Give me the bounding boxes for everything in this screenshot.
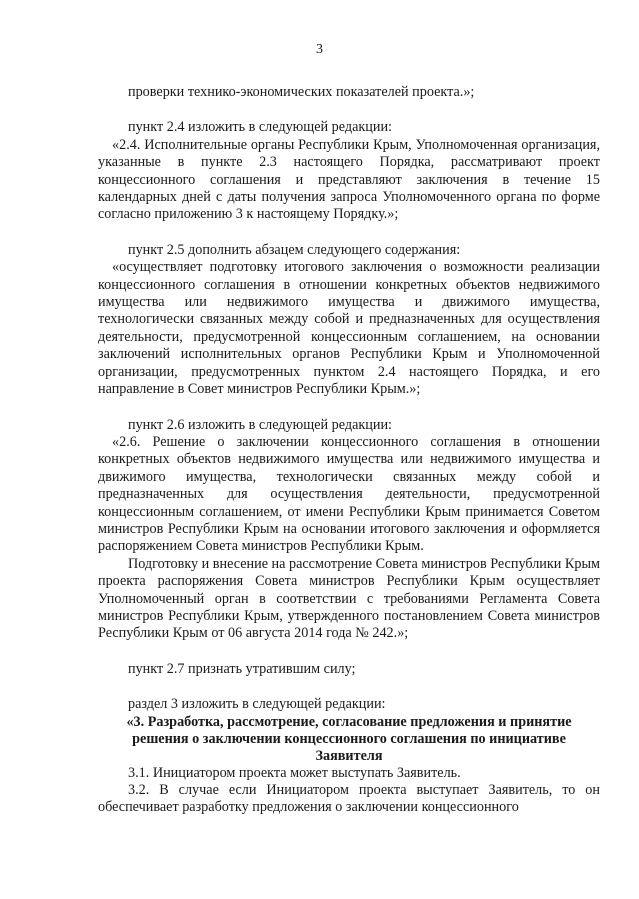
paragraph-2-6-continued: Подготовку и внесение на рассмотрение Совета министров Республики Крым проекта распоряжения Совета министров Республики Крым осуществляет Уполномоченный орган в соответствии с требованиями Регламента Совета министров Республики Крым, утвержденного постановлением Совета министров Республики Крым от 06 августа 2014 года № 242.»; — [98, 555, 600, 642]
instruction-2-6: пункт 2.6 изложить в следующей редакции: — [128, 416, 392, 433]
instruction-2-4: пункт 2.4 изложить в следующей редакции: — [128, 119, 392, 136]
paragraph-2-6: «2.6. Решение о заключении концессионного соглашения в отношении конкретных объектов недвижимого имущества или недвижимого имущества и движимого имущества, технологически связанных между собой и предназначенных для осуществления деятельности, предусмотренной концессионным соглашением, от имени Республики Крым принимается Советом министров Республики Крым на основании итогового заключения и оформляется распоряжением Совета министров Республики Крым. — [98, 433, 600, 555]
paragraph-3-1: 3.1. Инициатором проекта может выступать Заявитель. — [128, 764, 461, 781]
paragraph-closing-2-3: проверки технико-экономических показателей проекта.»; — [128, 84, 475, 100]
document-body — [98, 84, 600, 817]
instruction-2-7: пункт 2.7 признать утратившим силу; — [128, 660, 356, 677]
instruction-section-3: раздел 3 изложить в следующей редакции: — [128, 696, 386, 713]
page-number: 3 — [316, 42, 323, 57]
paragraph-2-5: «осуществляет подготовку итогового заключения о возможности реализации концессионного соглашения в отношении конкретных объектов недвижимого имущества или недвижимого имущества и движимого имущества, технологически связанных между собой и предназначенных для осуществления деятельности, предусмотренной концессионным соглашением, на основании заключений исполнительных органов Республики Крым и Уполномоченной организации, предусмотренных пунктом 2.4 настоящего Порядка, и его направление в Совет министров Республики Крым.»; — [98, 259, 600, 398]
paragraph-2-4: «2.4. Исполнительные органы Республики Крым, Уполномоченная организация, указанные в пункте 2.3 настоящего Порядка, рассматривают проект концессионного соглашения и представляют заключения в течение 15 календарных дней с даты получения запроса Уполномоченного органа по форме согласно приложению 3 к настоящему Порядку.»; — [98, 136, 600, 223]
section-3-heading: «3. Разработка, рассмотрение, согласование предложения и принятие решения о заключении концессионного соглашения по инициативе Заявителя — [126, 713, 572, 764]
instruction-2-5: пункт 2.5 дополнить абзацем следующего содержания: — [128, 241, 461, 258]
paragraph-3-2: 3.2. В случае если Инициатором проекта выступает Заявитель, то он обеспечивает разработку предложения о заключении концессионного — [98, 782, 600, 816]
